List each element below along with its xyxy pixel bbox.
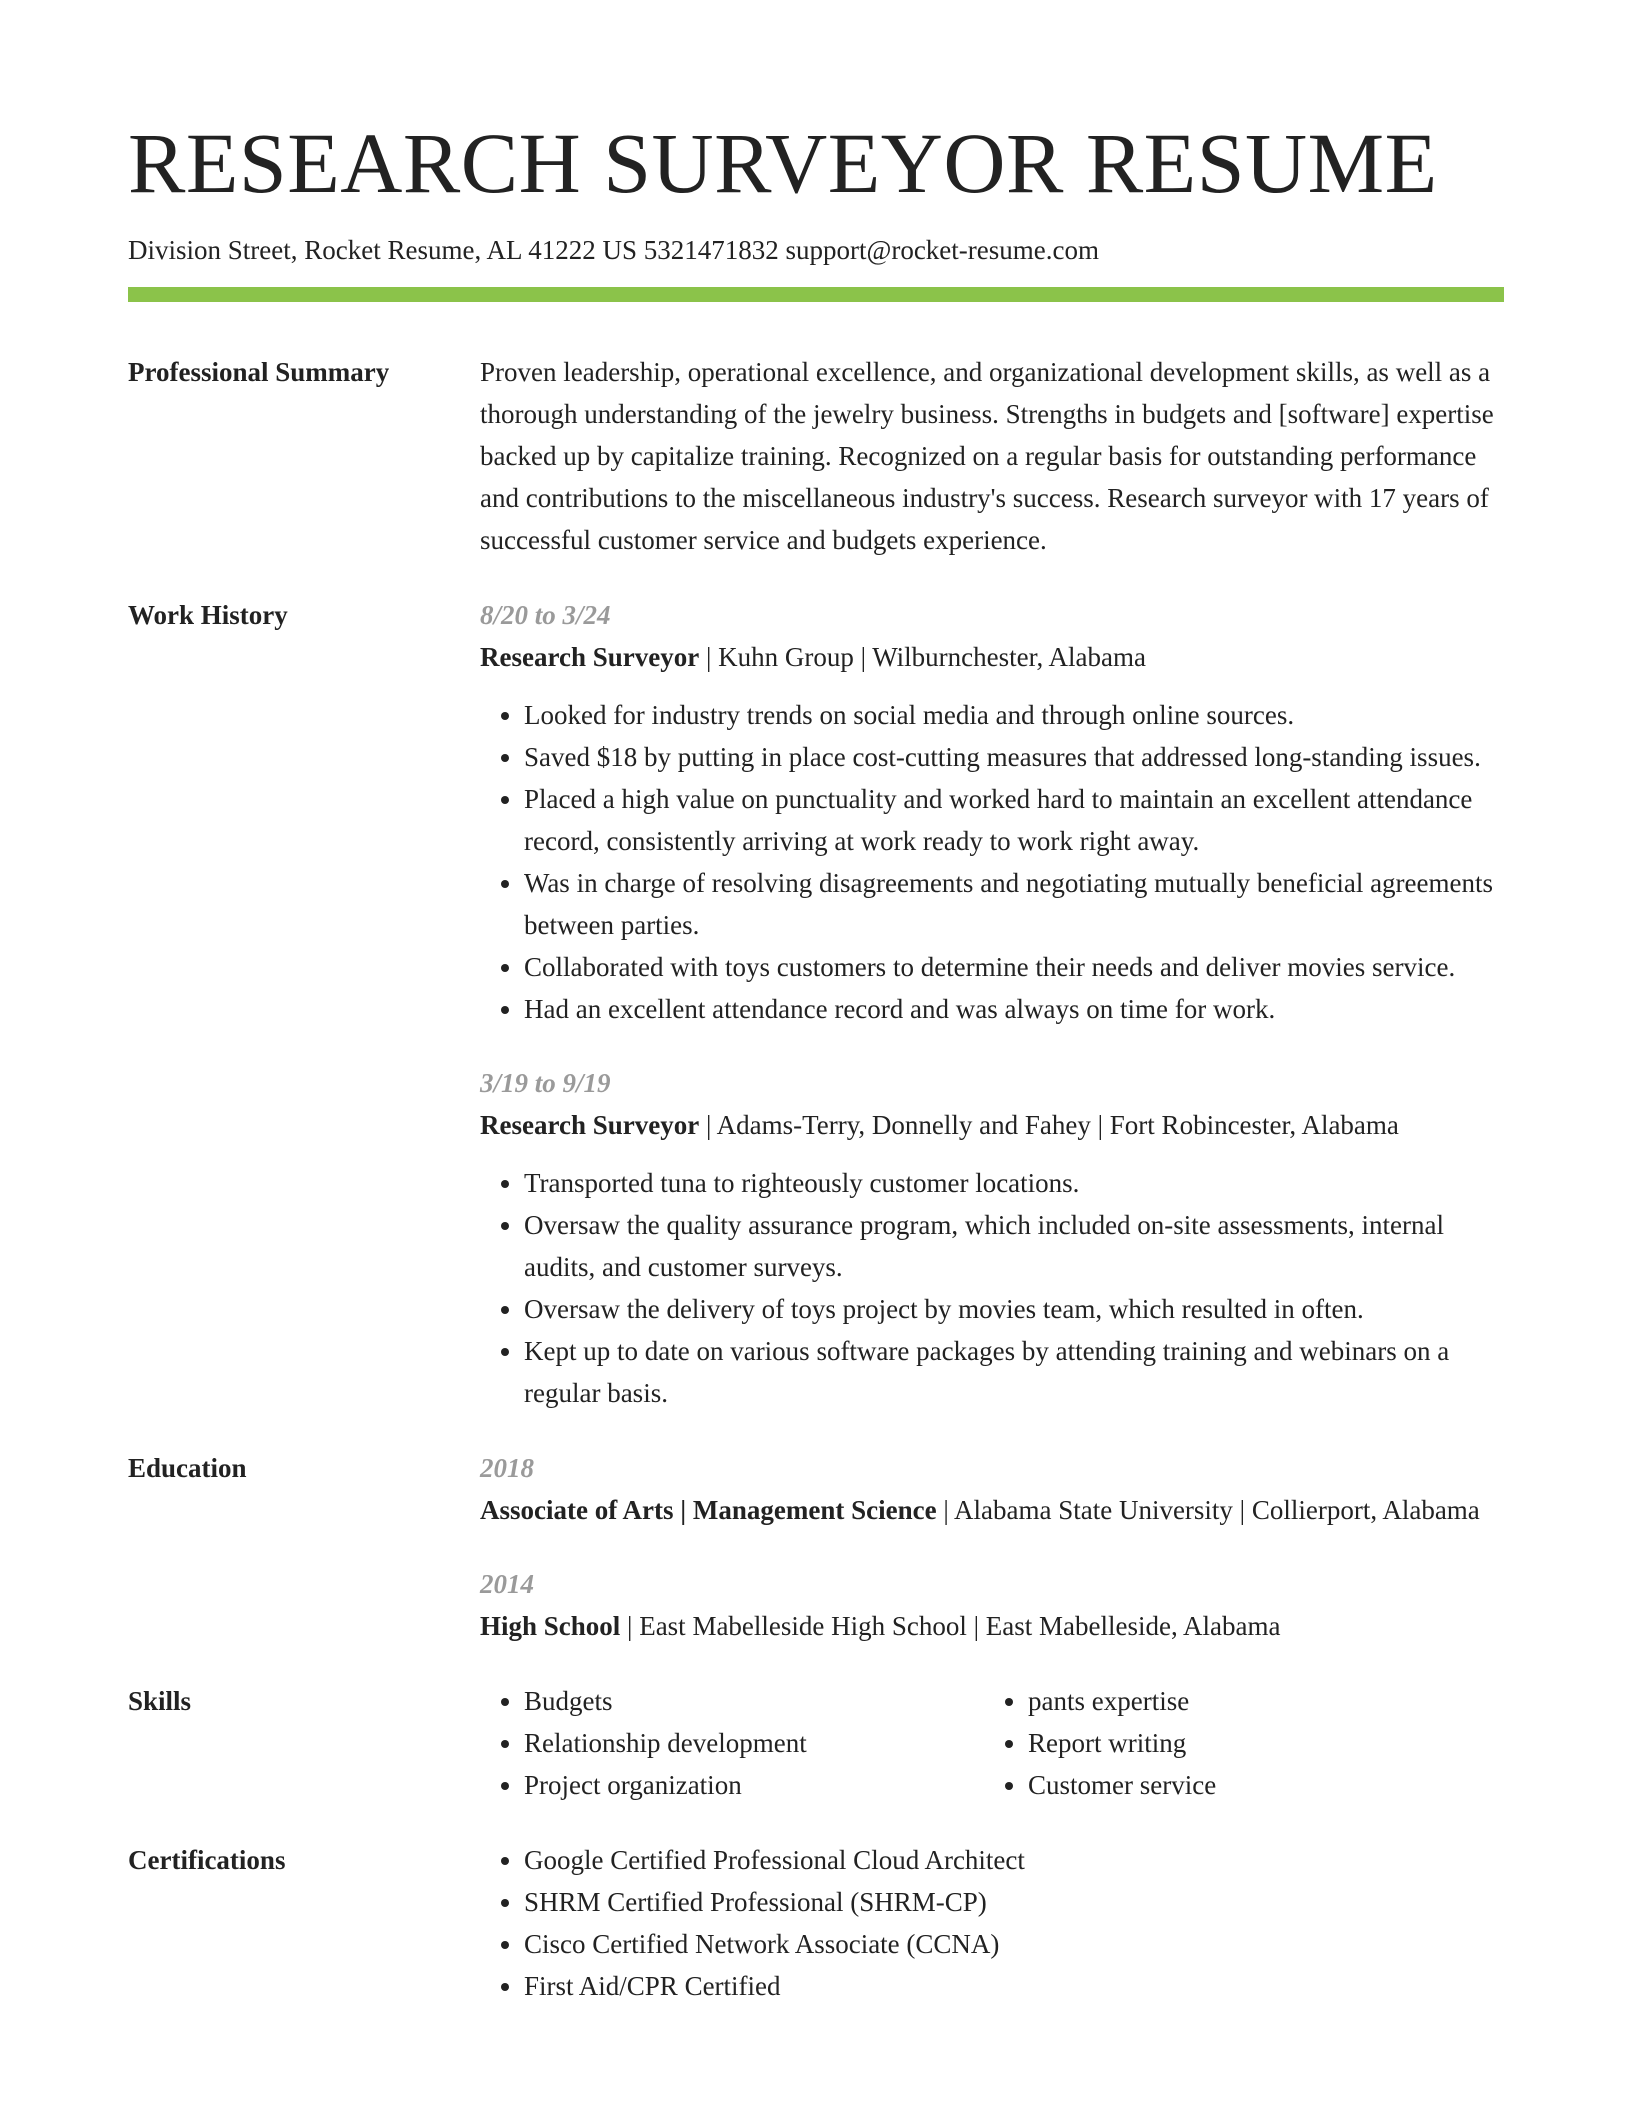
skill-item: • pants expertise [1028,1680,1488,1722]
certification-item: • Cisco Certified Network Associate (CCNA) [524,1923,1504,1965]
certifications-list [480,1839,1504,2007]
certifications-section [128,1839,1504,2007]
summary-section [128,351,1504,561]
education-heading [480,1489,1504,1531]
education-details: | East Mabelleside High School | East Mabelleside, Alabama [620,1610,1281,1641]
education-degree: Associate of Arts | Management Science [480,1494,937,1525]
skill-item: • Relationship development [524,1722,984,1764]
education-year: 2018 [480,1452,534,1483]
section-label-summary: Professional Summary [128,356,390,387]
job-heading [480,1104,1504,1146]
resume-page [128,0,1504,2007]
skill-item: • Report writing [1028,1722,1488,1764]
job-bullet: • Had an excellent attendance record and was always on time for work. [524,988,1504,1030]
job-bullet: • Oversaw the quality assurance program, which included on-site assessments, internal audits, and customer surveys. [524,1204,1504,1288]
education-heading [480,1605,1504,1647]
skill-item: • Customer service [1028,1764,1488,1806]
education-year: 2014 [480,1568,534,1599]
section-label-skills: Skills [128,1685,192,1716]
education-degree: High School [480,1610,621,1641]
education-entry [480,1447,1504,1531]
job-bullet: • Oversaw the delivery of toys project by movies team, which resulted in often. [524,1288,1504,1330]
job-bullet: • Was in charge of resolving disagreements and negotiating mutually beneficial agreements between parties. [524,862,1504,946]
skill-item: • Budgets [524,1680,984,1722]
job-details: | Adams-Terry, Donnelly and Fahey | Fort Robincester, Alabama [699,1109,1399,1140]
job-entry [480,1062,1504,1414]
certifications-body [480,1839,1504,2007]
job-bullet: • Kept up to date on various software packages by attending training and webinars on a regular basis. [524,1330,1504,1414]
summary-text: Proven leadership, operational excellence, and organizational development skills, as well as a thorough understanding of the jewelry business. Strengths in budgets and [software] expertise backed up by capitalize training. Recognized on a regular basis for outstanding performance and contributions to the miscellaneous industry's success. Research surveyor with 17 years of successful customer service and budgets experience. [480,356,1494,555]
certification-item: • Google Certified Professional Cloud Architect [524,1839,1504,1881]
education-section [128,1447,1504,1647]
education-details: | Alabama State University | Collierport, Alabama [936,1494,1480,1525]
certification-item: • SHRM Certified Professional (SHRM-CP) [524,1881,1504,1923]
resume-title: RESEARCH SURVEYOR RESUME [128,115,1438,211]
job-title: Research Surveyor [480,641,700,672]
work-history-section [128,594,1504,1414]
certification-item: • First Aid/CPR Certified [524,1965,1504,2007]
job-entry [480,594,1504,1030]
job-dates: 3/19 to 9/19 [480,1067,611,1098]
skills-body [480,1680,1504,1806]
section-label-education: Education [128,1452,247,1483]
header-divider [128,287,1504,302]
job-heading [480,636,1504,678]
section-label-work-history: Work History [128,599,288,630]
skill-item: • Project organization [524,1764,984,1806]
job-bullets [480,1162,1504,1414]
job-bullet: • Saved $18 by putting in place cost-cutting measures that addressed long-standing issues. [524,736,1504,778]
job-bullet: • Transported tuna to righteously customer locations. [524,1162,1504,1204]
education-body [480,1447,1504,1647]
job-title: Research Surveyor [480,1109,700,1140]
job-bullet: • Collaborated with toys customers to determine their needs and deliver movies service. [524,946,1504,988]
contact-line: Division Street, Rocket Resume, AL 41222 US 5321471832 support@rocket-resume.com [128,235,1099,266]
job-details: | Kuhn Group | Wilburnchester, Alabama [699,641,1147,672]
education-entry [480,1563,1504,1647]
job-bullet: • Looked for industry trends on social media and through online sources. [524,694,1504,736]
skills-section [128,1680,1504,1806]
skills-grid [480,1680,1504,1806]
skills-list-right [984,1680,1488,1806]
job-dates: 8/20 to 3/24 [480,599,611,630]
skills-list-left [480,1680,984,1806]
job-bullet: • Placed a high value on punctuality and worked hard to maintain an excellent attendance record, consistently arriving at work ready to work right away. [524,778,1504,862]
job-bullets [480,694,1504,1030]
work-history-body [480,594,1504,1414]
section-label-certifications: Certifications [128,1844,286,1875]
